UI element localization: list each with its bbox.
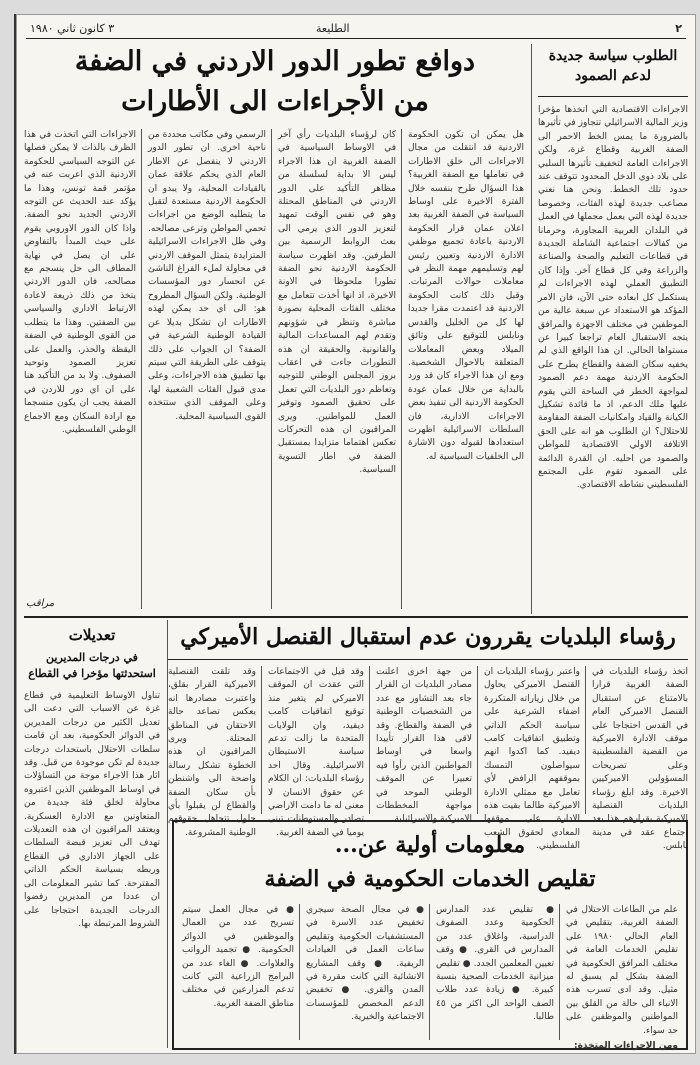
column-divider <box>299 904 300 1040</box>
column-divider <box>167 620 168 1048</box>
page-number: ٢ <box>675 22 682 35</box>
column-divider <box>141 129 142 609</box>
side-title-line1: الطلوب سياسة جديدة <box>548 48 678 64</box>
main-article-column-4: الاجراءات التي اتخذت في هذا الظرف بالذات لا يمكن فصلها عن التوجه السياسي للحكومة الاردنية الذي اعربت عنه في مؤتمر قمة تونس، وهذا ما يؤكد عند الحديث عن التوجه الاردني الجديد نحو الضفة. واذا كان الدور الاوروبي يقوم على حيث المبدأ بالتفاوض على ان يصل في نهاية المطاف الى حل ينسجم مع مصالحه، فان الدور الاردني يتخذ من ذلك ذريعة لاعادة الارتباط الاداري والسياسي بين الضفتين. وهذا ما يتطلب من القوى الوطنية في الضفة اليقظة والحذر، والعمل على تعزيز الصمود وتوحيد الصفوف. ولا بد من التأكيد هنا على ان اي دور للاردن في الضفة يجب ان يكون منسجما مع ارادة السكان ومع الاجماع الوطني الفلسطيني. <box>24 130 136 435</box>
mayors-column-1: اتخذ رؤساء البلديات في الضفة الغربية قرارا بالامتناع عن استقبال القنصل الاميركي العام في القدس احتجاجا على موقف الادارة الاميركية من القضية الفلسطينية وعلى تصريحات المسؤولين الاميركيين الاخيرة. وقد ابلغ رؤساء البلديات القنصلية الاميركية بقرارهم هذا بعد اجتماع عقد في مدينة نابلس. <box>592 667 688 852</box>
column-divider <box>531 44 532 614</box>
mayors-column-4: وقد قيل في الاجتماعات التي عقدت ان الموقف الاميركي لم يتغير منذ توقيع اتفاقيات كامب ديفيد، وان الولايات المتحدة ما زالت تدعم سياسة الاستيطان الاسرائيلية. وقال احد رؤساء البلديات: ان الكلام عن حقوق الانسان لا معنى له ما دامت الاراضي تصادر والمستوطنات تبنى يوميا في الضفة الغربية. <box>268 667 364 838</box>
column-divider <box>585 666 586 814</box>
section-divider <box>24 616 688 618</box>
mayors-column-2: واعتبر رؤساء البلديات ان القنصل الاميركي يحاول من خلال زياراته المتكررة اضفاء الشرعية على سياسة الحكم الذاتي وتطبيق اتفاقيات كامب ديفيد. كما اكدوا انهم سيواصلون التمسك بموقفهم الرافض لأي تعامل مع ممثلي الادارة الاميركية طالما بقيت هذه الادارة على موقفها المعادي لحقوق الشعب الفلسطيني. <box>484 667 580 852</box>
article-byline: مراقب <box>26 598 55 609</box>
left-article-subtitle <box>24 650 160 682</box>
page-header <box>26 20 686 39</box>
info-column-3: ● في مجال الصحة سيجري تخفيض عدد الاسرة في المستشفيات الحكومية وتقليص ساعات العمل في العيادات الريفية. ● وقف المشاريع الانشائية التي كانت مقررة في المدن والقرى. ● تخفيض الدعم المخصص للمؤسسات الاجتماعية والخيرية. <box>306 905 424 1023</box>
side-title-divider <box>538 96 688 97</box>
left-subtitle-line1: في درجات المديرين <box>46 651 138 664</box>
left-article-body: تناول الاوساط التعليمية في قطاع غزة عن الاسباب التي دعت الى تعديل الكثير من درجات المديرين في الدوائر الحكومية، بعد ان قامت سلطات الاحتلال باستحداث درجات جديدة لم تكن موجودة من قبل. وقد اثار هذا الاجراء موجة من التساؤلات في اوساط الموظفين الذين اعتبروه محاولة لخلق فئة جديدة من المتعاونين مع الادارة العسكرية. ويعتقد المراقبون ان هذه التعديلات تهدف الى تعزيز قبضة السلطات على الجهاز الاداري في القطاع وربطه بسياسة الحكم الذاتي المقترحة. كما تشير المعلومات الى ان عددا من المديرين رفضوا الدرجات الجديدة احتجاجا على الشروط المرتبطة بها. <box>24 691 160 929</box>
info-box-title: معلومات أولية عن... <box>334 832 526 858</box>
side-article-title <box>538 46 688 86</box>
mayors-column-5: وقد تلقت القنصلية الاميركية القرار بقلق، واعتبرت مصادرها انه يعكس تصاعد حالة الاحتقان في المناطق المحتلة. ويرى المراقبون ان هذه الخطوة تشكل رسالة واضحة الى واشنطن بأن سكان الضفة والقطاع لن يقبلوا بأي حلول تتجاهل حقوقهم الوطنية المشروعة. <box>168 667 256 838</box>
main-article-column-2: كان لرؤساء البلديات رأي آخر في الاوساط السياسية في الضفة الغربية ان هذا الاجراء ليس الا بداية لسلسلة من مظاهر التأكيد على الدور الاردني في المناطق المحتلة وهو في نفس الوقت تمهيد لتعزيز الدور الذي يرمي الى بعث الروابط الرسمية بين الطرفين. وقد اظهرت سياسة الحكومة الاردنية نحو الضفة تطورا ملحوظا في الاونة الاخيرة، اذ انها أخذت تتعامل مع مختلف الفئات المحلية بصورة مباشرة وتنظر في شؤونهم وتقدم لهم المساعدات المالية والقانونية. والحقيقة ان هذه التطورات جاءت في اعقاب بروز المجلس الوطني للتوجيه وتعاظم دور البلديات التي تعمل على تحقيق الصمود وتوفير العمل للمواطنين. ويرى المراقبون ان هذه التحركات تعكس اهتماما متزايدا بمستقبل الضفة في اطار التسوية السياسية. <box>278 130 396 476</box>
info-box-subtitle: تقليص الخدمات الحكومية في الضفة <box>264 866 596 892</box>
column-divider <box>401 129 402 609</box>
column-divider <box>429 904 430 1040</box>
side-title-line2: لدعم الصمود <box>574 68 651 84</box>
issue-date: ٣ كانون ثاني ١٩٨٠ <box>30 22 115 35</box>
newspaper-page <box>14 14 696 1054</box>
main-article-column-1: هل يمكن ان تكون الحكومة الاردنية قد انتقلت من مجال الاجراءات الى خلق الاطارات في تعاملها مع الضفة الغربية؟ هذا السؤال طرح بنفسه خلال الفترة الاخيرة على اوساط السياسة في الضفة الغربية بعد اعلان عمان قرار الحكومة الاردنية باعادة تجميع موظفي الادارة الاردنية وتعيين رئيس لهم وتسليمهم مهمة النظر في معاملات حوالات المرتبات. وقبل ذلك كانت الحكومة الاردنية قد اعتمدت مقرا جديدا لها كل من الخليل والقدس ونابلس للتوقيع على وثائق الميلاد وبعض المعاملات المتعلقة بالاحوال الشخصية. ومع ان هذا الاجراء كان قد ورد بالبداية من خلال عمان عودة الحكومة الاردنية الى تنفيذ بعض الاجراءات الادارية، فان السلطات الاسرائيلية اظهرت استعدادها لقبوله دون الاشارة الى الخلفيات السياسية له. <box>408 130 524 462</box>
newspaper-name: الطليعة <box>316 22 350 35</box>
column-divider <box>369 666 370 814</box>
info-intro-text: علم من الطاعات الاحتلال في الضفة الغربية، بتقليص في العام الحالي ١٩٨٠ على تقليص الخدمات العامة في مختلف المرافق الحكومية في الضفة بشكل لم يسبق له مثيل. وقد ادى تسرب هذه الانباء الى حالة من القلق بين المواطنين والموظفين على حد سواء. <box>566 905 678 1036</box>
info-column-4: ● في مجال العمل سيتم تسريح عدد من العمال والموظفين في الدوائر الحكومية. ● تجميد الرواتب والعلاوات. ● الغاء عدد من البرامج الزراعية التي كانت تدعم المزارعين في مختلف مناطق الضفة الغربية. <box>182 905 294 1009</box>
left-article-title: تعديلات <box>68 626 116 644</box>
side-article-body: الاجراءات الاقتصادية التي اتخذها مؤخرا وزير المالية الاسرائيلي تتجاوز في تأثيرها بالضرورة ما يمس الخط الاحمر الى الضفة الغربية وقطاع غزة، ولكن الاجراءات العامة لتخفيف تأثيرها السلبي على بلاد ذوي الدخل المحدود تتوقف عند حدود تلك الخطط. ونحن هنا نعني مصاعب جديدة لهذه الفئات، وخصوصا جديدة لهذه التي يعمل مجملها في العمل في البلدان العربية المجاورة، وحرمانا من كفالات اجتماعية الشاملة الجديدة في قطاعات التعليم والصحة والصناعة والزراعة وفي كل قطاع آخر. وإذا كان التطبيق العملي لهذه الاجراءات لم يستكمل كل ابعاده حتى الآن، فان الامر المؤكد هو الاستعداد عن سبعة عالية من الموظفين في مختلف الاجهزة والمرافق يتجه الاستقبال العام تراجعا كبيرا عن مستواها الحالي. ان هذا الواقع الذي لم يخفيه سكان الضفة والقطاع يطرح على الحكومة الاردنية مهمة دعم الصمود لمواجهة الخطر في الساحة التي يقوم عليها ملك الدعم، اذ ما قائدة تشكيل الكيانة والقياد وامكانيات الضفة المقاومة للاحتلال؟ ان الطلوب هو انه على الحق الاتلافة الاولي الاقتصادية للمواطن والصمود من احليه. ان القدرة الدائمة على الصمود تقوم على المجتمع الفلسطيني نشاطه الاقتصادي. <box>538 105 688 491</box>
info-intro <box>566 904 678 1052</box>
left-subtitle-line2: استحدثتها مؤخرا في القطاع <box>28 667 156 680</box>
info-box <box>172 820 688 1050</box>
main-article-column-3: الرسمي وفي مكاتب محددة من ناحية اخرى. ان تطور الدور الاردني لا ينفصل عن الاطار العام الذي يحكم علاقة عمان بالقيادات المحلية، ولا يبدو ان الحكومة الاردنية مستعدة لتقبل ما يتطلبه الوضع من اجراءات تحمي المواطن وترعى مصالحه. وفي ظل الاجراءات الاسرائيلية المتزايدة يتمثل الموقف الاردني في محاولة لملء الفراغ الناشئ عن انحسار دور المؤسسات الوطنية. ولكن السؤال المطروح هو: الى اي حد يمكن لهذه الاطارات ان تشكل بديلا عن القيادة الوطنية الشرعية في الضفة؟ ان الجواب على ذلك يتوقف على الطريقة التي سيتم بها تطبيق هذه الاجراءات، وعلى مدى قبول الفئات الشعبية لها، وعلى الموقف الذي ستتخذه القوى السياسية المحلية. <box>148 130 266 422</box>
mayors-column-3: من جهة اخرى اعلنت مصادر البلديات ان القرار جاء بعد التشاور مع عدد من الشخصيات الوطنية في الضفة والقطاع. وقد لاقى هذا القرار تأييدا واسعا في اوساط المواطنين الذين رأوا فيه تعبيرا عن الموقف الوطني الموحد في مواجهة المخططات الاميركية والاسرائيلية. <box>376 667 472 825</box>
column-divider <box>271 129 272 609</box>
column-divider <box>477 666 478 814</box>
column-divider <box>559 904 560 1040</box>
main-subheadline: من الأجراءات الى الأطارات <box>121 86 429 117</box>
mayors-headline-divider <box>168 659 688 660</box>
mayors-headline: رؤساء البلديات يقررون عدم استقبال القنصل الأميركي <box>180 624 676 650</box>
column-divider <box>261 666 262 814</box>
main-headline: دوافع تطور الدور الاردني في الضفة <box>74 46 476 77</box>
info-column-2: ● تقليص عدد المدارس الحكومية وعدد الصفوف الدراسية، واغلاق عدد من المدارس في القرى. ● وقف تعيين المعلمين الجدد. ● تقليص ميزانية الخدمات الصحية بنسبة كبيرة. ● زيادة عدد طلاب الصف الواحد الى اكثر من ٤٥ طالبا. <box>436 905 554 1023</box>
info-list-title: ومن الاجراءات المتخذة: <box>574 1041 678 1052</box>
